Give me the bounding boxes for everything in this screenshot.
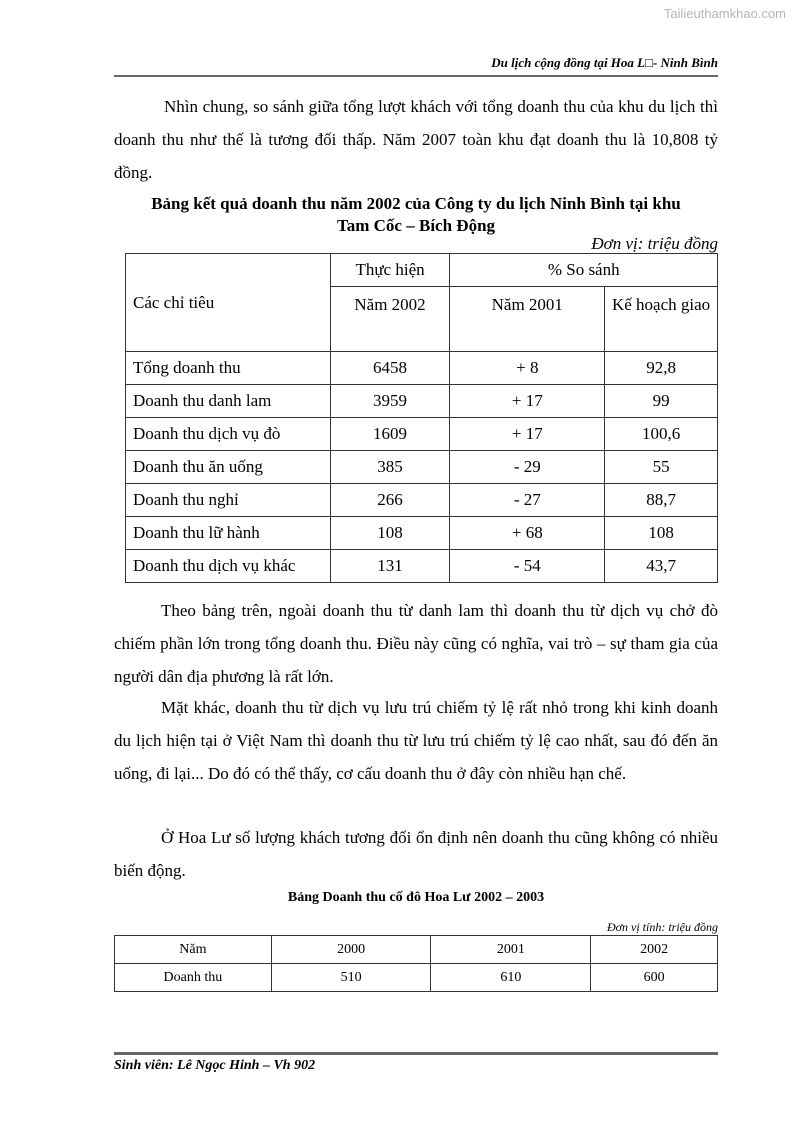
table2-revenue-row (115, 964, 718, 992)
row-label: Doanh thu lữ hành (126, 517, 331, 550)
row-label: Doanh thu danh lam (126, 385, 331, 418)
row-label: Tổng doanh thu (126, 352, 331, 385)
row-vs2001: - 54 (450, 550, 605, 583)
paragraph-analysis: Theo bảng trên, ngoài doanh thu từ danh lam thì doanh thu từ dịch vụ chở đò chiếm phần lớn trong tổng doanh thu. Điều này cũng có nghĩa, vai trò – sự tham gia của người dân địa phương là rất lớn. (114, 601, 718, 686)
table-row (126, 451, 718, 484)
row-vsplan: 43,7 (605, 550, 718, 583)
row-actual: 6458 (330, 352, 450, 385)
row-label: Doanh thu dịch vụ đò (126, 418, 331, 451)
row-vsplan: 108 (605, 517, 718, 550)
table2-year: 2001 (431, 936, 591, 964)
footer-rule (114, 1052, 718, 1055)
row-vsplan: 92,8 (605, 352, 718, 385)
table1-caption-line2: Tam Cốc – Bích Động (336, 216, 496, 235)
row-actual: 108 (330, 517, 450, 550)
row-vsplan: 99 (605, 385, 718, 418)
header-rule (114, 75, 718, 77)
table-row (126, 550, 718, 583)
table2-revenue-value: 610 (431, 964, 591, 992)
paragraph-summary: Nhìn chung, so sánh giữa tổng lượt khách với tổng doanh thu của khu du lịch thì doanh thu như thế là tương đối thấp. Năm 2007 toàn khu đạt doanh thu là 10,808 tỷ đồng. (114, 97, 718, 182)
table1-caption (114, 193, 718, 237)
row-vsplan: 100,6 (605, 418, 718, 451)
table2-caption: Bảng Doanh thu cố đô Hoa Lư 2002 – 2003 (287, 890, 545, 905)
table1-header-year-2002: Năm 2002 (330, 287, 450, 352)
table1-caption-line1: Bảng kết quả doanh thu năm 2002 của Công ty du lịch Ninh Bình tại khu (151, 194, 681, 213)
table1-header-actual: Thực hiện (330, 254, 450, 287)
row-vs2001: - 29 (450, 451, 605, 484)
table-row (126, 418, 718, 451)
row-actual: 266 (330, 484, 450, 517)
footer-student: Sinh viên: Lê Ngọc Hinh – Vh 902 (114, 1058, 316, 1073)
row-vs2001: + 17 (450, 385, 605, 418)
table2-year-row (115, 936, 718, 964)
table2-revenue-value: 510 (271, 964, 431, 992)
table-row (126, 517, 718, 550)
hoa-lu-revenue-table (114, 935, 718, 992)
row-vs2001: + 8 (450, 352, 605, 385)
table2-year: 2000 (271, 936, 431, 964)
table-row (126, 385, 718, 418)
table1-unit: Đơn vị: triệu đồng (591, 234, 718, 253)
table2-revenue-label: Doanh thu (115, 964, 272, 992)
table1-header-comparison: % So sánh (450, 254, 718, 287)
table1-header-indicators: Các chỉ tiêu (126, 254, 331, 352)
row-label: Doanh thu dịch vụ khác (126, 550, 331, 583)
row-vsplan: 88,7 (605, 484, 718, 517)
row-vs2001: + 68 (450, 517, 605, 550)
table-row (126, 352, 718, 385)
paragraph-hoa-lu: Ở Hoa Lư số lượng khách tương đối ổn định nên doanh thu cũng không có nhiều biến động. (114, 828, 718, 880)
row-actual: 1609 (330, 418, 450, 451)
table2-year: 2002 (591, 936, 718, 964)
table-row (126, 484, 718, 517)
table2-year-label: Năm (115, 936, 272, 964)
row-actual: 385 (330, 451, 450, 484)
row-actual: 131 (330, 550, 450, 583)
row-vsplan: 55 (605, 451, 718, 484)
paragraph-accommodation: Mặt khác, doanh thu từ dịch vụ lưu trú chiếm tỷ lệ rất nhỏ trong khi kinh doanh du lịch hiện tại ở Việt Nam thì doanh thu từ lưu trú chiếm tỷ lệ cao nhất, sau đó đến ăn uống, đi lại... Do đó có thể thấy, cơ cấu doanh thu ở đây còn nhiều hạn chế. (114, 698, 718, 783)
table1-header-row-1 (126, 254, 718, 287)
table2-revenue-value: 600 (591, 964, 718, 992)
watermark: Tailieuthamkhao.com (663, 6, 786, 21)
running-header: Du lịch cộng đồng tại Hoa L□- Ninh Bình (491, 55, 718, 70)
table2-unit: Đơn vị tính: triệu đồng (606, 920, 718, 934)
table1-header-year-2001: Năm 2001 (450, 287, 605, 352)
row-actual: 3959 (330, 385, 450, 418)
row-label: Doanh thu ăn uống (126, 451, 331, 484)
row-vs2001: - 27 (450, 484, 605, 517)
table1-header-plan: Kế hoạch giao (605, 287, 718, 352)
revenue-table-2002 (125, 253, 718, 583)
row-vs2001: + 17 (450, 418, 605, 451)
row-label: Doanh thu nghỉ (126, 484, 331, 517)
